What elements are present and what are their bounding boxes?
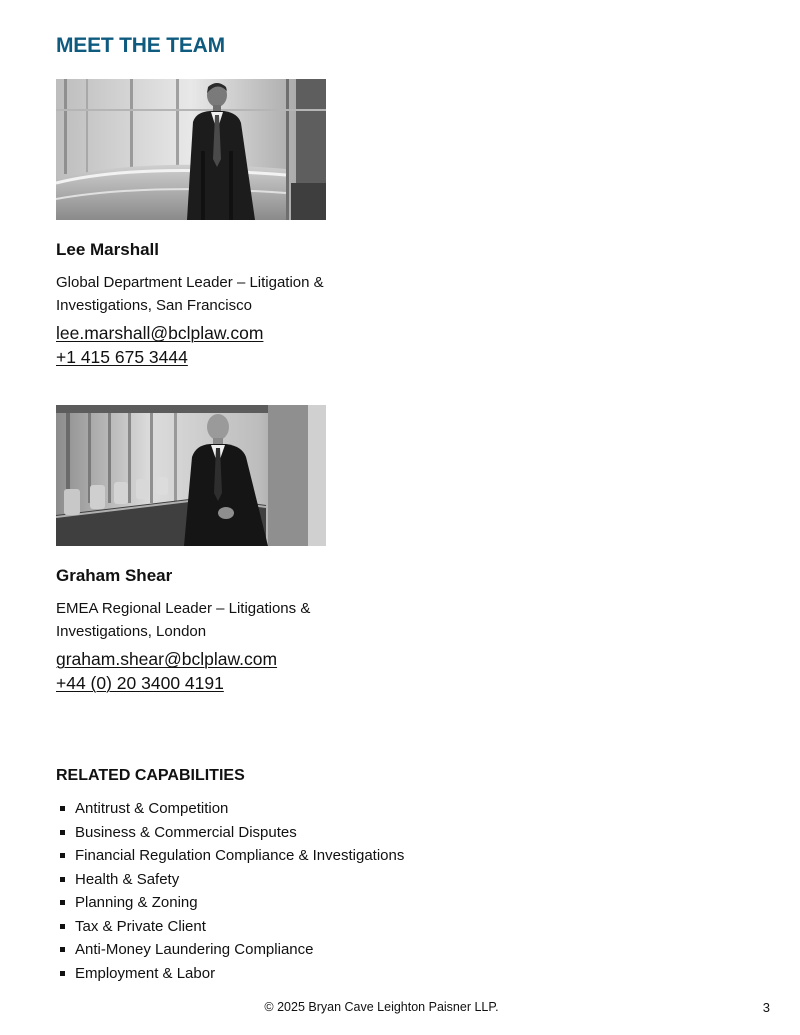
- list-item: [56, 868, 556, 892]
- bullet-icon: [60, 830, 65, 835]
- phone-link[interactable]: +44 (0) 20 3400 4191: [56, 673, 224, 693]
- team-member-contact: [56, 321, 386, 369]
- team-member-name: Graham Shear: [56, 566, 173, 585]
- team-member-title: Global Department Leader – Litigation & Investigations, San Francisco: [56, 274, 324, 314]
- team-member-card: [56, 405, 386, 695]
- list-item: [56, 891, 556, 915]
- list-item-label: Financial Regulation Compliance & Investigations: [75, 847, 405, 864]
- team-member-card: [56, 79, 386, 369]
- team-member-contact: [56, 647, 386, 695]
- bullet-icon: [60, 924, 65, 929]
- team-member-photo: [56, 79, 326, 220]
- list-item-label: Health & Safety: [75, 870, 180, 888]
- list-item: [56, 797, 556, 821]
- list-item: [56, 844, 556, 868]
- team-member-title: EMEA Regional Leader – Litigations & Investigations, London: [56, 600, 311, 640]
- list-item: [56, 938, 556, 962]
- list-item-label: Planning & Zoning: [75, 894, 198, 911]
- bullet-icon: [60, 900, 65, 905]
- capabilities-list: [56, 797, 556, 985]
- list-item: [56, 821, 556, 845]
- list-item-label: Anti-Money Laundering Compliance: [75, 941, 314, 958]
- footer-copyright: © 2025 Bryan Cave Leighton Paisner LLP.: [264, 1000, 499, 1014]
- team-member-photo: [56, 405, 326, 546]
- related-capabilities-section: [56, 766, 556, 985]
- list-item-label: Business & Commercial Disputes: [75, 823, 297, 841]
- bullet-icon: [60, 853, 65, 858]
- list-item: [56, 915, 556, 939]
- phone-link[interactable]: +1 415 675 3444: [56, 347, 188, 367]
- bullet-icon: [60, 947, 65, 952]
- email-link[interactable]: graham.shear@bclplaw.com: [56, 649, 278, 669]
- team-member-name: Lee Marshall: [56, 240, 159, 259]
- list-item-label: Tax & Private Client: [75, 917, 206, 935]
- bullet-icon: [60, 806, 65, 811]
- section-heading: RELATED CAPABILITIES: [56, 767, 245, 784]
- list-item: [56, 962, 556, 986]
- page-title: MEET THE TEAM: [56, 34, 225, 57]
- email-link[interactable]: lee.marshall@bclplaw.com: [56, 323, 264, 343]
- page-number: 3: [762, 1000, 770, 1015]
- bullet-icon: [60, 877, 65, 882]
- list-item-label: Antitrust & Competition: [75, 800, 229, 817]
- bullet-icon: [60, 971, 65, 976]
- list-item-label: Employment & Labor: [75, 964, 216, 982]
